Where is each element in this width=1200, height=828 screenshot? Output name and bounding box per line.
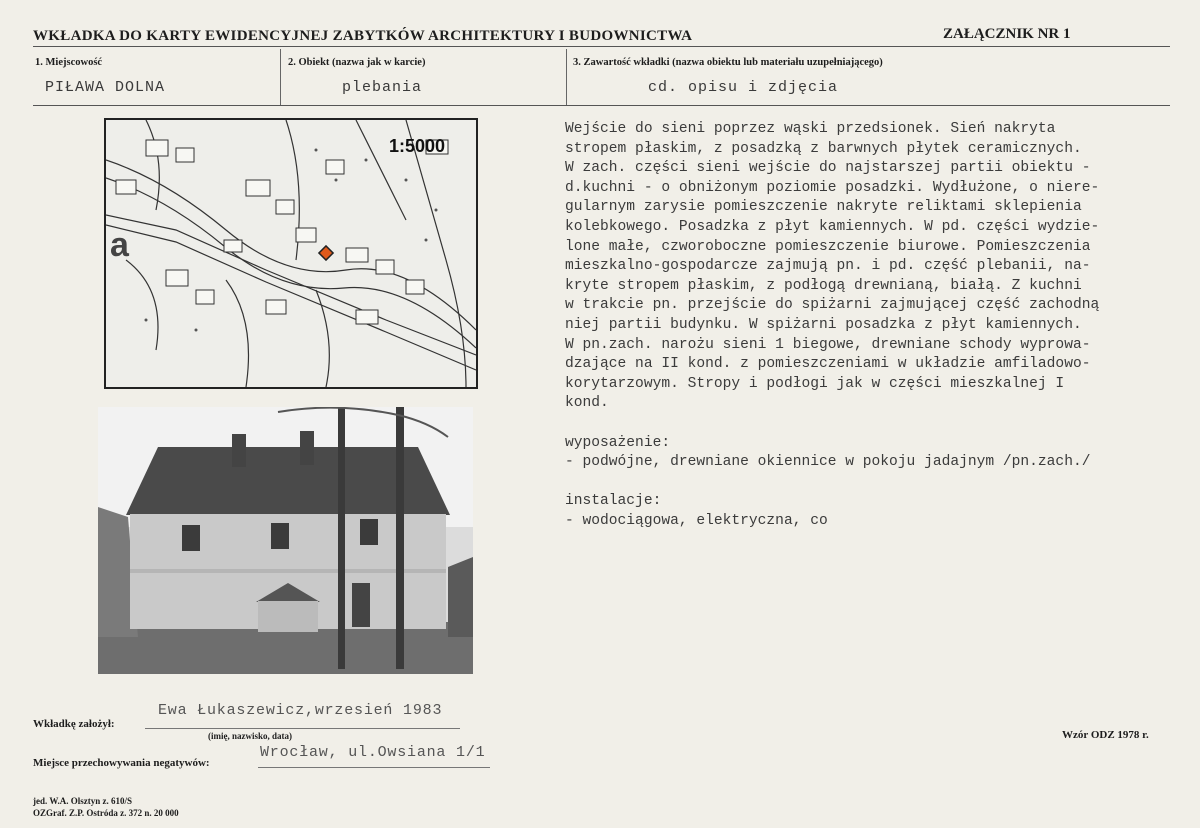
map-scale: 1:5000 <box>389 136 446 156</box>
description-line: d.kuchni - o obniżonym poziomie posadzki. Wydłużone, o niere- <box>565 179 1100 196</box>
map-drawing <box>106 120 476 387</box>
content-value: cd. opisu i zdjęcia <box>648 79 839 96</box>
description-line: - wodociągowa, elektryczna, co <box>565 512 828 529</box>
description-line: korytarzowym. Stropy i podłogi jak w części mieszkalnej I <box>565 375 1065 392</box>
description-line: kolebkowego. Posadzka z płyt kamiennych. W pd. części wydzie- <box>565 218 1100 235</box>
description-line: stropem płaskim, z posadzką z barwnych płytek ceramicznych. <box>565 140 1082 157</box>
card-title: WKŁADKA DO KARTY EWIDENCYJNEJ ZABYTKÓW ARCHITEKTURY I BUDOWNICTWA <box>33 28 693 44</box>
description-line: gularnym zarysie pomieszczenie nakryte reliktami sklepienia <box>565 199 1082 216</box>
description-line: kryte stropem płaskim, z podłogą drewnianą, białą. Z kuchni <box>565 277 1082 294</box>
form-model: Wzór ODZ 1978 r. <box>1062 729 1149 741</box>
description-line <box>565 473 1165 493</box>
header-rule <box>33 46 1170 47</box>
storage-line <box>258 767 490 768</box>
object-marker <box>319 246 333 260</box>
building-photo <box>98 407 473 674</box>
place-value: PIŁAWA DOLNA <box>45 79 166 96</box>
location-map <box>104 118 478 389</box>
description-line: W pn.zach. narożu sieni 1 biegowe, drewniane schody wyprowa- <box>565 336 1091 353</box>
storage-label: Miejsce przechowywania negatywów: <box>33 757 210 769</box>
field-divider <box>566 49 567 105</box>
print-info-2: OZGraf. Z.P. Ostróda z. 372 n. 20 000 <box>33 808 179 818</box>
description-text <box>565 120 1165 531</box>
description-line: W zach. części sieni wejście do najstarszej partii obiektu - <box>565 160 1091 177</box>
description-line: w trakcie pn. przejście do spiżarni zajmującej część zachodną <box>565 297 1100 314</box>
author-label: Wkładkę założył: <box>33 718 115 730</box>
map-letter: a <box>110 226 129 264</box>
description-line: dzające na II kond. z pomieszczeniami w układzie amfiladowo- <box>565 356 1091 373</box>
photo-drawing <box>98 407 473 674</box>
description-line: kond. <box>565 395 609 412</box>
description-line: - podwójne, drewniane okiennice w pokoju jadajnym /pn.zach./ <box>565 454 1091 471</box>
field-rule <box>33 105 1170 106</box>
author-line <box>145 728 460 729</box>
description-line: niej partii budynku. W spiżarni posadzka z płyt kamiennych. <box>565 316 1082 333</box>
description-line: Wejście do sieni poprzez wąski przedsionek. Sień nakryta <box>565 121 1056 137</box>
description-line <box>565 414 1165 434</box>
object-label: 2. Obiekt (nazwa jak w karcie) <box>288 57 426 68</box>
author-value: Ewa Łukaszewicz,wrzesień 1983 <box>158 702 443 719</box>
field-divider <box>280 49 281 105</box>
description-line: wyposażenie: <box>565 434 671 451</box>
attachment-number: ZAŁĄCZNIK NR 1 <box>943 26 1071 42</box>
place-label: 1. Miejscowość <box>35 57 103 68</box>
author-hint: (imię, nazwisko, data) <box>208 731 292 741</box>
content-label: 3. Zawartość wkładki (nazwa obiektu lub materiału uzupełniającego) <box>573 57 883 68</box>
description-line: instalacje: <box>565 493 662 510</box>
print-info-1: jed. W.A. Olsztyn z. 610/S <box>33 796 133 806</box>
storage-value: Wrocław, ul.Owsiana 1/1 <box>260 744 486 761</box>
description-line: mieszkalno-gospodarcze zajmują pn. i pd. część plebanii, na- <box>565 258 1091 275</box>
object-value: plebania <box>342 79 423 96</box>
description-line: lone małe, czworoboczne pomieszczenie biurowe. Pomieszczenia <box>565 238 1091 255</box>
